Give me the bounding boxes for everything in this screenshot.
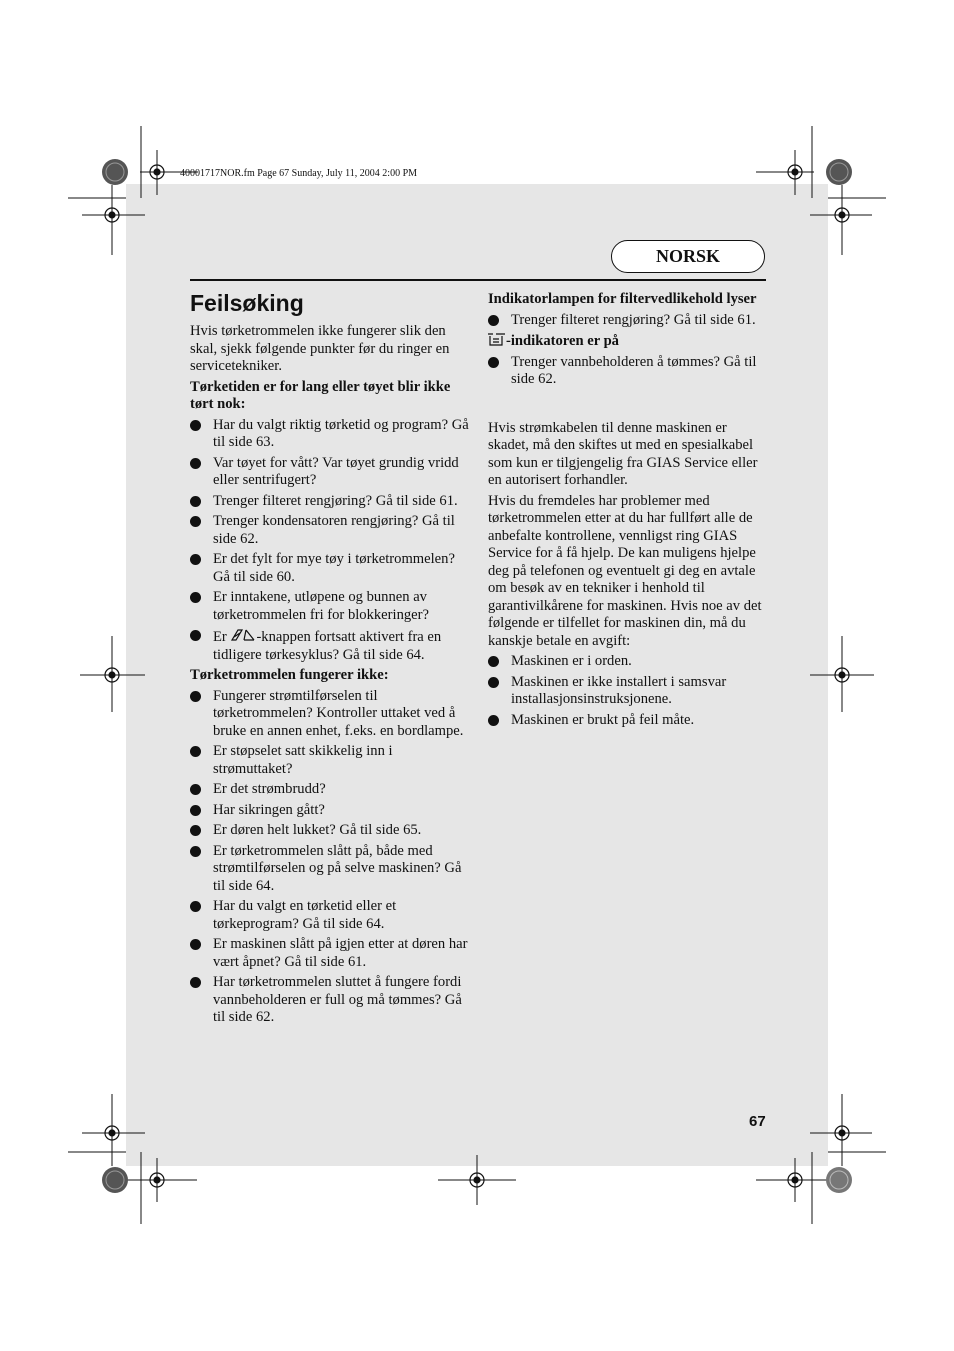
bullet-dot bbox=[190, 458, 201, 469]
water-indicator-list bbox=[488, 354, 770, 389]
cable-paragraph: Hvis strømkabelen til denne maskinen er skadet, må den skiftes ut med en spesialkabel som kun er tilgjengelig fra GIAS Service eller en autorisert forhandler. bbox=[488, 419, 758, 488]
bullet-dot bbox=[488, 315, 499, 326]
list-item: Har du valgt en tørketid eller et tørkeprogram? Gå til side 64. bbox=[190, 898, 470, 933]
bullet-dot bbox=[190, 691, 201, 702]
crease-guard-icon bbox=[230, 627, 256, 643]
bullet-dot bbox=[190, 977, 201, 988]
bullet-dot bbox=[190, 516, 201, 527]
bullet-dot bbox=[190, 846, 201, 857]
bullet-dot bbox=[190, 592, 201, 603]
list-item: Er tørketrommelen slått på, både med strømtilførselen og på selve maskinen? Gå til side 64. bbox=[190, 843, 470, 896]
filter-indicator-list bbox=[488, 312, 770, 330]
right-column bbox=[488, 291, 770, 732]
drying-time-list bbox=[190, 417, 470, 665]
bullet-dot bbox=[190, 420, 201, 431]
list-item: Er det fylt for mye tøy i tørketrommelen? Gå til side 60. bbox=[190, 551, 470, 586]
list-item: Har sikringen gått? bbox=[190, 802, 470, 820]
list-item: Fungerer strømtilførselen til tørketrommelen? Kontroller uttaket ved å bruke en annen enhet, f.eks. en bordlampe. bbox=[190, 688, 470, 741]
list-item: Er døren helt lukket? Gå til side 65. bbox=[190, 822, 470, 840]
bullet-dot bbox=[488, 357, 499, 368]
file-info: 40001717NOR.fm Page 67 Sunday, July 11, 2004 2:00 PM bbox=[180, 168, 418, 179]
list-item: Trenger vannbeholderen å tømmes? Gå til side 62. bbox=[488, 354, 770, 389]
list-item: Er støpselet satt skikkelig inn i strømuttaket? bbox=[190, 743, 470, 778]
list-item: Trenger filteret rengjøring? Gå til side 61. bbox=[488, 312, 770, 330]
help-paragraph: Hvis du fremdeles har problemer med tørketrommelen etter at du har fullført alle de anbefalte kontrollene, vennligst ring GIAS Service for å få hjelp. De kan muligens hjelpe deg på telefonen og eventuelt gi deg en avtale om besøk av en tekniker i henhold til garantivilkårene for maskinen. Hvis noe av det følgende er tilfellet for maskinen din, må du kanskje betale en avgift: bbox=[488, 492, 762, 649]
bullet-dot bbox=[190, 805, 201, 816]
language-tab: NORSK bbox=[611, 240, 765, 273]
list-item: Har du valgt riktig tørketid og program? Gå til side 63. bbox=[190, 417, 470, 452]
list-item: Trenger filteret rengjøring? Gå til side 61. bbox=[190, 493, 470, 511]
section-heading-filter-indicator: Indikatorlampen for filtervedlikehold lyser bbox=[488, 291, 757, 307]
list-item: Maskinen er brukt på feil måte. bbox=[488, 712, 770, 730]
section-heading-drying-time: Tørketiden er for lang eller tøyet blir ikke tørt nok: bbox=[190, 378, 451, 412]
bullet-dot bbox=[190, 496, 201, 507]
fee-list bbox=[488, 653, 770, 729]
list-item: Maskinen er i orden. bbox=[488, 653, 770, 671]
bullet-dot bbox=[488, 677, 499, 688]
list-item: Er det strømbrudd? bbox=[190, 781, 470, 799]
left-column bbox=[190, 323, 470, 1030]
bullet-dot bbox=[190, 746, 201, 757]
list-item: Er maskinen slått på igjen etter at døren har vært åpnet? Gå til side 61. bbox=[190, 936, 470, 971]
page-title: Feilsøking bbox=[190, 290, 304, 316]
header-rule bbox=[190, 279, 766, 281]
list-item: Maskinen er ikke installert i samsvar installasjonsinstruksjonene. bbox=[488, 674, 770, 709]
bullet-dot bbox=[488, 715, 499, 726]
bullet-dot bbox=[488, 656, 499, 667]
section-heading-water-indicator: -indikatoren er på bbox=[488, 332, 770, 351]
list-item: Er inntakene, utløpene og bunnen av tørketrommelen fri for blokkeringer? bbox=[190, 589, 470, 624]
bullet-dot bbox=[190, 825, 201, 836]
intro-text: Hvis tørketrommelen ikke fungerer slik den skal, sjekk følgende punkter før du ringer en servicetekniker. bbox=[190, 323, 450, 374]
list-item: Trenger kondensatoren rengjøring? Gå til side 62. bbox=[190, 513, 470, 548]
not-working-list bbox=[190, 688, 470, 1027]
list-item: Er -knappen fortsatt aktivert fra en tidligere tørkesyklus? Gå til side 64. bbox=[190, 627, 470, 664]
page-number: 67 bbox=[749, 1113, 766, 1130]
bullet-dot bbox=[190, 784, 201, 795]
bullet-dot bbox=[190, 554, 201, 565]
bullet-dot bbox=[190, 939, 201, 950]
bullet-dot bbox=[190, 630, 201, 641]
bullet-dot bbox=[190, 901, 201, 912]
list-item: Var tøyet for vått? Var tøyet grundig vridd eller sentrifugert? bbox=[190, 455, 470, 490]
water-container-icon bbox=[488, 332, 506, 347]
list-item: Har tørketrommelen sluttet å fungere fordi vannbeholderen er full og må tømmes? Gå til side 62. bbox=[190, 974, 470, 1027]
section-heading-not-working: Tørketrommelen fungerer ikke: bbox=[190, 667, 389, 683]
